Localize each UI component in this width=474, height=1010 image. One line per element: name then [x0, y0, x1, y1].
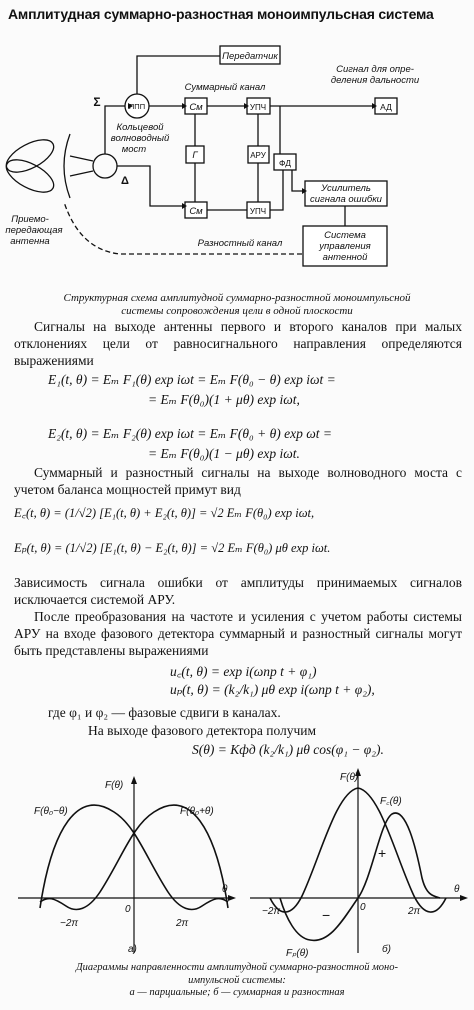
plot-a-sub: а): [128, 944, 137, 955]
ring-bridge-label-2: волноводный: [110, 133, 170, 144]
ppp-label: ППП: [128, 102, 146, 111]
plot-b: [240, 768, 468, 958]
equation-e1-line2: = Eₘ F(θ₀)(1 + μθ) exp iωt,: [148, 392, 300, 407]
mixer1-label: См: [189, 102, 203, 113]
plot-b-neg-tick: −2π: [262, 906, 281, 917]
plot-a-origin: 0: [125, 904, 131, 915]
antenna-ctl-label-3: антенной: [322, 252, 368, 263]
phase-det-label: ФД: [279, 158, 291, 168]
plot-b-y-label: F(θ): [340, 772, 359, 783]
plot-a-y-label: F(θ): [105, 780, 124, 791]
plot-b-diff-curve: [280, 813, 440, 940]
antenna-ctl-label-2: управления: [319, 241, 371, 252]
paragraph-5: где φ₁ и φ₂ — фазовые сдвиги в каналах.: [48, 705, 281, 720]
plot-b-plus: +: [378, 845, 387, 861]
plot-a: [8, 768, 236, 958]
antenna-ctl-label-1: Система: [324, 230, 366, 241]
plot-b-minus: −: [322, 907, 331, 923]
paragraph-1: Сигналы на выходе антенны первого и второго каналов при малых отклонениях цели от равносигнального направления определяются выражениями: [14, 319, 462, 368]
sum-channel-label: Суммарный канал: [184, 82, 266, 93]
sum-symbol: Σ: [93, 95, 101, 109]
equation-diff: Eₚ(t, θ) = (1/√2) [E₁(t, θ) − E₂(t, θ)] = √2 Eₘ F(θ₀) μθ exp iωt.: [14, 541, 331, 555]
error-amp-label-1: Усилитель: [321, 183, 371, 194]
equation-sum: E꜀(t, θ) = (1/√2) [E₁(t, θ) + E₂(t, θ)] = √2 Eₘ F(θ₀) exp iωt,: [14, 506, 315, 520]
range-signal-label-1: Сигнал для опре-: [336, 64, 414, 75]
antenna-lobe-upper: [1, 133, 58, 179]
ifa1-label: УПЧ: [249, 103, 267, 112]
plot-a-pos-tick: 2π: [176, 918, 189, 929]
antenna-reflector: [64, 134, 70, 198]
diagram-caption-line1: Структурная схема амплитудной суммарно-разностной моноимпульсной: [63, 292, 411, 304]
equation-e1-line1: E₁(t, θ) = Eₘ F₁(θ) exp iωt = Eₘ F(θ₀ − θ) exp iωt =: [48, 372, 336, 387]
gen-label: Г: [192, 150, 198, 161]
plot-b-origin: 0: [360, 902, 366, 913]
equation-up: uₚ(t, θ) = (k₂/k₁) μθ exp i(ωпр t + φ₂),: [170, 682, 375, 697]
plot-a-right-curve-label: F(θ₀+θ): [180, 806, 214, 817]
plot-b-sub: б): [382, 944, 391, 955]
diagram-caption: [20, 292, 454, 318]
plot-caption: [20, 962, 454, 1000]
ring-bridge-label-1: Кольцевой: [116, 122, 164, 133]
agc-label: АРУ: [250, 151, 266, 160]
paragraph-6: На выходе фазового детектора получим: [88, 723, 317, 738]
diff-channel-label: Разностный канал: [197, 238, 283, 249]
plot-b-sum-label: F꜀(θ): [380, 796, 402, 807]
equation-uc: u꜀(t, θ) = exp i(ωпр t + φ₁): [170, 664, 317, 679]
paragraph-2: Суммарный и разностный сигналы на выходе волноводного моста с учетом баланса мощностей примут вид: [14, 465, 462, 497]
antenna-lobe-lower: [1, 153, 58, 199]
error-amp-label-2: сигнала ошибки: [310, 194, 382, 205]
mixer2-label: См: [189, 206, 203, 217]
block-diagram: [0, 26, 474, 286]
equation-e2-line1: E₂(t, θ) = Eₘ F₂(θ) exp iωt = Eₘ F(θ₀ + θ) exp ωt =: [48, 426, 332, 441]
antenna-label-2: передающая: [5, 225, 63, 236]
ring-bridge-label-3: мост: [121, 144, 147, 155]
antenna-label-3: антенна: [10, 236, 50, 247]
plot-caption-line1: Диаграммы направленности амплитудной суммарно-разностной моно-: [76, 962, 398, 973]
plot-b-x-label: θ: [454, 884, 460, 895]
diff-symbol: Δ: [121, 175, 129, 187]
range-signal-label-2: деления дальности: [330, 75, 420, 86]
equation-s: S(θ) = Kфд (k₂/k₁) μθ cos(φ₁ − φ₂).: [192, 742, 384, 757]
plot-b-pos-tick: 2π: [408, 906, 421, 917]
amp-det-label: АД: [380, 102, 392, 112]
paragraph-4: После преобразования на частоте и усиления с учетом работы системы АРУ на входе фазового детектора суммарный и разностный сигналы могут быть представлены выражениями: [14, 609, 462, 658]
plot-b-diff-label: Fₚ(θ): [286, 948, 309, 958]
transmitter-label: Передатчик: [222, 51, 278, 62]
page-title: Амплитудная суммарно-разностная моноимпульсная система: [8, 6, 434, 22]
plot-a-x-label: θ: [222, 884, 228, 895]
antenna-label-1: Приемо-: [11, 214, 49, 225]
plot-a-left-curve-label: F(θ₀−θ): [34, 806, 68, 817]
paragraph-3: Зависимость сигнала ошибки от амплитуды принимаемых сигналов исключается системой АРУ.: [14, 575, 462, 607]
plot-a-neg-tick: −2π: [60, 918, 79, 929]
plot-caption-line3: а — парциальные; б — суммарная и разностная: [129, 987, 345, 998]
equation-e2-line2: = Eₘ F(θ₀)(1 − μθ) exp iωt.: [148, 446, 300, 461]
ring-bridge-icon: [93, 154, 117, 178]
diagram-caption-line2: системы сопровождения цели в одной плоскости: [121, 305, 353, 317]
plot-caption-line2: импульсной системы:: [188, 974, 286, 986]
ifa2-label: УПЧ: [249, 207, 267, 216]
